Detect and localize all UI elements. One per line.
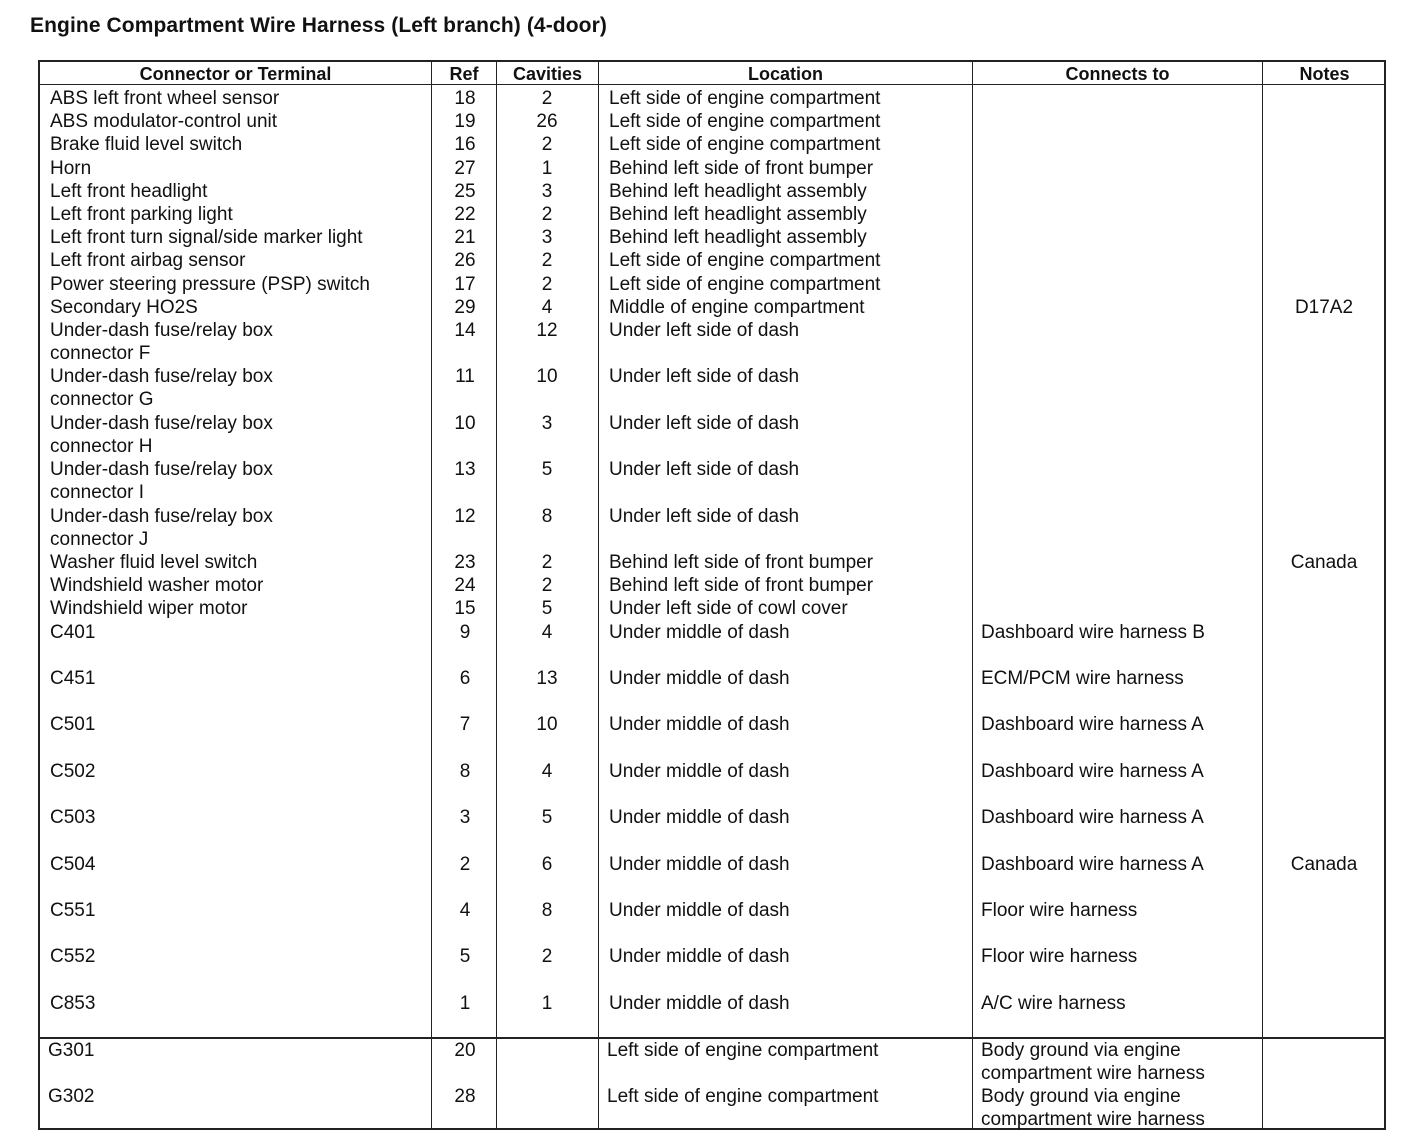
location-cell: Under left side of dash <box>609 413 800 434</box>
location-cell: Middle of engine compartment <box>609 297 865 318</box>
ref-cell: 16 <box>454 134 476 155</box>
location-cell: Left side of engine compartment <box>609 274 881 295</box>
connector-name: connector F <box>50 343 151 365</box>
location-cell: Left side of engine compartment <box>607 1086 879 1107</box>
cavities-cell: 2 <box>541 204 553 225</box>
connects-to-cell: Dashboard wire harness A <box>981 714 1204 735</box>
connects-to-cell: Dashboard wire harness A <box>981 807 1204 828</box>
ref-cell: 3 <box>459 807 471 828</box>
ref-cell: 15 <box>454 598 476 619</box>
connector-name: Under-dash fuse/relay box <box>50 506 273 527</box>
notes-cell: D17A2 <box>1294 297 1354 318</box>
connector-name: C552 <box>50 946 96 967</box>
ref-cell: 7 <box>459 714 471 735</box>
connects-to-cell: Dashboard wire harness B <box>981 622 1205 643</box>
connector-name: C503 <box>50 807 96 828</box>
location-cell: Under middle of dash <box>609 622 790 643</box>
ref-cell: 17 <box>454 274 476 295</box>
column-header-location: Location <box>748 64 823 84</box>
ground-row <box>0 1039 1408 1085</box>
ref-cell: 25 <box>454 181 476 202</box>
connector-name: Under-dash fuse/relay box <box>50 413 273 434</box>
connector-name: Power steering pressure (PSP) switch <box>50 274 370 295</box>
table-row <box>0 853 1408 899</box>
notes-cell: Canada <box>1290 854 1358 875</box>
cavities-cell: 10 <box>536 714 558 735</box>
connector-name: Secondary HO2S <box>50 297 198 318</box>
location-cell: Under middle of dash <box>609 807 790 828</box>
connector-name: C504 <box>50 854 96 875</box>
location-cell: Left side of engine compartment <box>609 250 881 271</box>
location-cell: Left side of engine compartment <box>609 134 881 155</box>
cavities-cell: 8 <box>541 506 553 527</box>
cavities-cell: 2 <box>541 575 553 596</box>
ref-cell: 13 <box>454 459 476 480</box>
ref-cell: 8 <box>459 761 471 782</box>
table-row <box>0 621 1408 667</box>
table-row <box>0 713 1408 759</box>
ref-cell: 20 <box>454 1040 476 1061</box>
column-header-cavities: Cavities <box>512 64 583 84</box>
table-row <box>0 412 1408 458</box>
connects-to-cell: Floor wire harness <box>981 900 1138 921</box>
location-cell: Under middle of dash <box>609 900 790 921</box>
connector-name: G301 <box>48 1040 95 1061</box>
ref-cell: 1 <box>459 993 471 1014</box>
connector-name: Washer fluid level switch <box>50 552 258 573</box>
ref-cell: 24 <box>454 575 476 596</box>
cavities-cell: 10 <box>536 366 558 387</box>
location-cell: Under middle of dash <box>609 993 790 1014</box>
ref-cell: 2 <box>459 854 471 875</box>
location-cell: Left side of engine compartment <box>607 1040 879 1061</box>
cavities-cell: 2 <box>541 250 553 271</box>
cavities-cell: 26 <box>536 111 558 132</box>
connector-name: Horn <box>50 158 92 179</box>
table-row <box>0 365 1408 411</box>
connects-to-cell: Body ground via engine <box>981 1086 1181 1107</box>
location-cell: Under left side of dash <box>609 366 800 387</box>
connector-name: Under-dash fuse/relay box <box>50 320 273 341</box>
cavities-cell: 2 <box>541 274 553 295</box>
cavities-cell: 8 <box>541 900 553 921</box>
ref-cell: 29 <box>454 297 476 318</box>
column-header-ref: Ref <box>449 64 479 84</box>
connector-name: C551 <box>50 900 96 921</box>
connector-name: Under-dash fuse/relay box <box>50 459 273 480</box>
connects-to-cell: A/C wire harness <box>981 993 1126 1014</box>
table-row <box>0 945 1408 991</box>
cavities-cell: 6 <box>541 854 553 875</box>
connector-name: Left front headlight <box>50 181 208 202</box>
notes-cell: Canada <box>1290 552 1358 573</box>
connector-name: connector H <box>50 436 153 458</box>
column-header-connects-to: Connects to <box>1065 64 1170 84</box>
location-cell: Left side of engine compartment <box>609 111 881 132</box>
cavities-cell: 5 <box>541 807 553 828</box>
connector-name: C451 <box>50 668 96 689</box>
column-header-connector: Connector or Terminal <box>139 64 332 84</box>
connector-name: ABS left front wheel sensor <box>50 88 280 109</box>
ref-cell: 27 <box>454 158 476 179</box>
cavities-cell: 3 <box>541 181 553 202</box>
ref-cell: 5 <box>459 946 471 967</box>
table-row <box>0 992 1408 1038</box>
connector-name: Left front turn signal/side marker light <box>50 227 363 248</box>
page-title: Engine Compartment Wire Harness (Left branch) (4-door) <box>30 14 607 37</box>
location-cell: Behind left side of front bumper <box>609 575 874 596</box>
cavities-cell: 5 <box>541 598 553 619</box>
ref-cell: 4 <box>459 900 471 921</box>
location-cell: Under left side of dash <box>609 459 800 480</box>
connects-to-cell: compartment wire harness <box>981 1063 1205 1085</box>
location-cell: Under left side of dash <box>609 320 800 341</box>
connector-name: Left front airbag sensor <box>50 250 246 271</box>
connector-name: Left front parking light <box>50 204 233 225</box>
ref-cell: 22 <box>454 204 476 225</box>
ref-cell: 12 <box>454 506 476 527</box>
cavities-cell: 3 <box>541 227 553 248</box>
column-header-notes: Notes <box>1299 64 1350 84</box>
cavities-cell: 1 <box>541 158 553 179</box>
location-cell: Under middle of dash <box>609 761 790 782</box>
ref-cell: 9 <box>459 622 471 643</box>
cavities-cell: 4 <box>541 297 553 318</box>
location-cell: Behind left side of front bumper <box>609 158 874 179</box>
table-row <box>0 458 1408 504</box>
location-cell: Behind left side of front bumper <box>609 552 874 573</box>
table-row <box>0 760 1408 806</box>
connector-name: C853 <box>50 993 96 1014</box>
table-row <box>0 899 1408 945</box>
cavities-cell: 5 <box>541 459 553 480</box>
ref-cell: 21 <box>454 227 476 248</box>
cavities-cell: 2 <box>541 552 553 573</box>
ref-cell: 10 <box>454 413 476 434</box>
cavities-cell: 12 <box>536 320 558 341</box>
location-cell: Under middle of dash <box>609 714 790 735</box>
ref-cell: 26 <box>454 250 476 271</box>
connector-name: C501 <box>50 714 96 735</box>
location-cell: Left side of engine compartment <box>609 88 881 109</box>
ref-cell: 18 <box>454 88 476 109</box>
location-cell: Under middle of dash <box>609 668 790 689</box>
connects-to-cell: Body ground via engine <box>981 1040 1181 1061</box>
connects-to-cell: Dashboard wire harness A <box>981 854 1204 875</box>
cavities-cell: 4 <box>541 761 553 782</box>
ref-cell: 23 <box>454 552 476 573</box>
connector-name: ABS modulator-control unit <box>50 111 278 132</box>
table-row <box>0 667 1408 713</box>
connector-name: Windshield wiper motor <box>50 598 248 619</box>
connects-to-cell: Dashboard wire harness A <box>981 761 1204 782</box>
location-cell: Under left side of dash <box>609 506 800 527</box>
connector-name: Windshield washer motor <box>50 575 264 596</box>
cavities-cell: 2 <box>541 946 553 967</box>
connector-name: connector I <box>50 482 144 504</box>
location-cell: Under left side of cowl cover <box>609 598 848 619</box>
ref-cell: 28 <box>454 1086 476 1107</box>
connects-to-cell: compartment wire harness <box>981 1109 1205 1131</box>
location-cell: Under middle of dash <box>609 946 790 967</box>
ground-row <box>0 1085 1408 1131</box>
connects-to-cell: Floor wire harness <box>981 946 1138 967</box>
ref-cell: 6 <box>459 668 471 689</box>
cavities-cell: 13 <box>536 668 558 689</box>
location-cell: Behind left headlight assembly <box>609 227 867 248</box>
location-cell: Under middle of dash <box>609 854 790 875</box>
ref-cell: 11 <box>455 366 475 387</box>
connector-name: G302 <box>48 1086 95 1107</box>
cavities-cell: 1 <box>541 993 553 1014</box>
location-cell: Behind left headlight assembly <box>609 204 867 225</box>
table-row <box>0 505 1408 551</box>
connector-name: Under-dash fuse/relay box <box>50 366 273 387</box>
cavities-cell: 4 <box>541 622 553 643</box>
connector-name: connector J <box>50 529 149 551</box>
cavities-cell: 3 <box>541 413 553 434</box>
connector-name: Brake fluid level switch <box>50 134 243 155</box>
connector-name: C401 <box>50 622 96 643</box>
cavities-cell: 2 <box>541 88 553 109</box>
ref-cell: 19 <box>454 111 476 132</box>
connector-name: connector G <box>50 389 154 411</box>
connector-name: C502 <box>50 761 96 782</box>
location-cell: Behind left headlight assembly <box>609 181 867 202</box>
ref-cell: 14 <box>454 320 476 341</box>
cavities-cell: 2 <box>541 134 553 155</box>
table-row <box>0 319 1408 365</box>
connects-to-cell: ECM/PCM wire harness <box>981 668 1184 689</box>
table-row <box>0 806 1408 852</box>
